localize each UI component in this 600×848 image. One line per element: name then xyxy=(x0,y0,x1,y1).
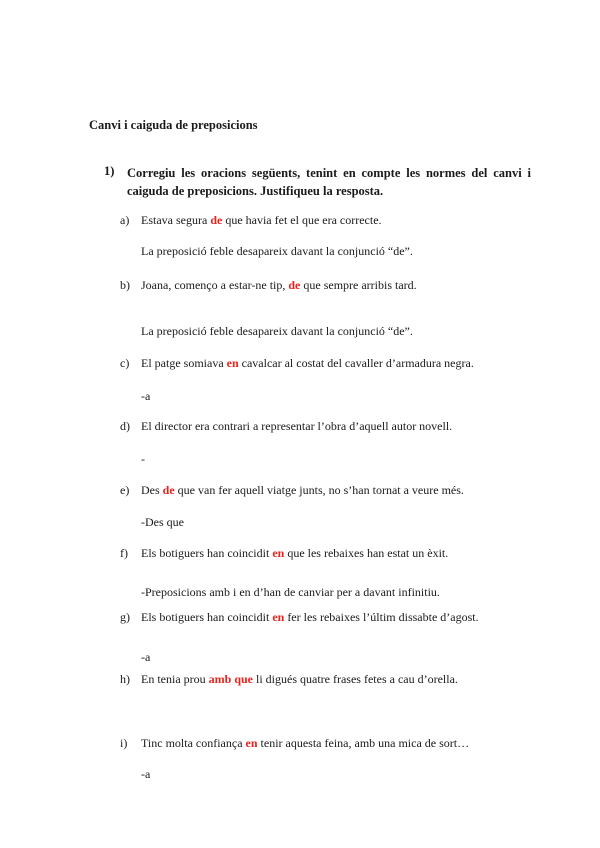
item-letter: c) xyxy=(120,356,130,370)
item-sentence: En tenia prou amb que li digués quatre frases fetes a cau d’orella. xyxy=(141,672,458,686)
highlighted-preposition: de xyxy=(210,213,223,227)
item-letter: f) xyxy=(120,546,128,560)
highlighted-preposition: de xyxy=(288,278,301,292)
item-letter: d) xyxy=(120,419,130,433)
item-answer: La preposició feble desapareix davant la conjunció “de”. xyxy=(141,324,413,338)
item-letter: h) xyxy=(120,672,130,686)
item-sentence: El patge somiava en cavalcar al costat del cavaller d’armadura negra. xyxy=(141,356,474,370)
question-number: 1) xyxy=(104,164,115,178)
highlighted-preposition: en xyxy=(245,736,258,750)
highlighted-preposition: de xyxy=(162,483,175,497)
item-answer: -Des que xyxy=(141,515,184,529)
item-sentence: Joana, començo a estar-ne tip, de que sempre arribis tard. xyxy=(141,278,417,292)
item-sentence: Estava segura de que havia fet el que era correcte. xyxy=(141,213,382,227)
highlighted-preposition: en xyxy=(226,356,239,370)
item-sentence: Els botiguers han coincidit en fer les rebaixes l’últim dissabte d’agost. xyxy=(141,610,479,624)
highlighted-preposition: en xyxy=(272,546,285,560)
item-sentence: El director era contrari a representar l’obra d’aquell autor novell. xyxy=(141,419,453,433)
item-sentence: Des de que van fer aquell viatge junts, no s’han tornat a veure més. xyxy=(141,483,464,497)
item-answer: -Preposicions amb i en d’han de canviar per a davant infinitiu. xyxy=(141,585,440,599)
item-answer: La preposició feble desapareix davant la conjunció “de”. xyxy=(141,244,413,258)
item-letter: i) xyxy=(120,736,128,750)
item-sentence: Els botiguers han coincidit en que les rebaixes han estat un èxit. xyxy=(141,546,449,560)
item-sentence: Tinc molta confiança en tenir aquesta feina, amb una mica de sort… xyxy=(141,736,470,750)
item-answer: -a xyxy=(141,767,151,781)
highlighted-preposition: en xyxy=(272,610,285,624)
item-letter: g) xyxy=(120,610,130,624)
item-answer: - xyxy=(141,452,145,466)
item-answer: -a xyxy=(141,650,151,664)
item-letter: e) xyxy=(120,483,130,497)
item-answer: -a xyxy=(141,389,151,403)
highlighted-preposition: amb que xyxy=(208,672,253,686)
document-title: Canvi i caiguda de preposicions xyxy=(89,118,258,132)
item-letter: a) xyxy=(120,213,130,227)
item-letter: b) xyxy=(120,278,130,292)
question-text: Corregiu les oracions següents, tenint en compte les normes del canvi i caiguda de preposicions. Justifiqueu la resposta. xyxy=(127,166,531,198)
